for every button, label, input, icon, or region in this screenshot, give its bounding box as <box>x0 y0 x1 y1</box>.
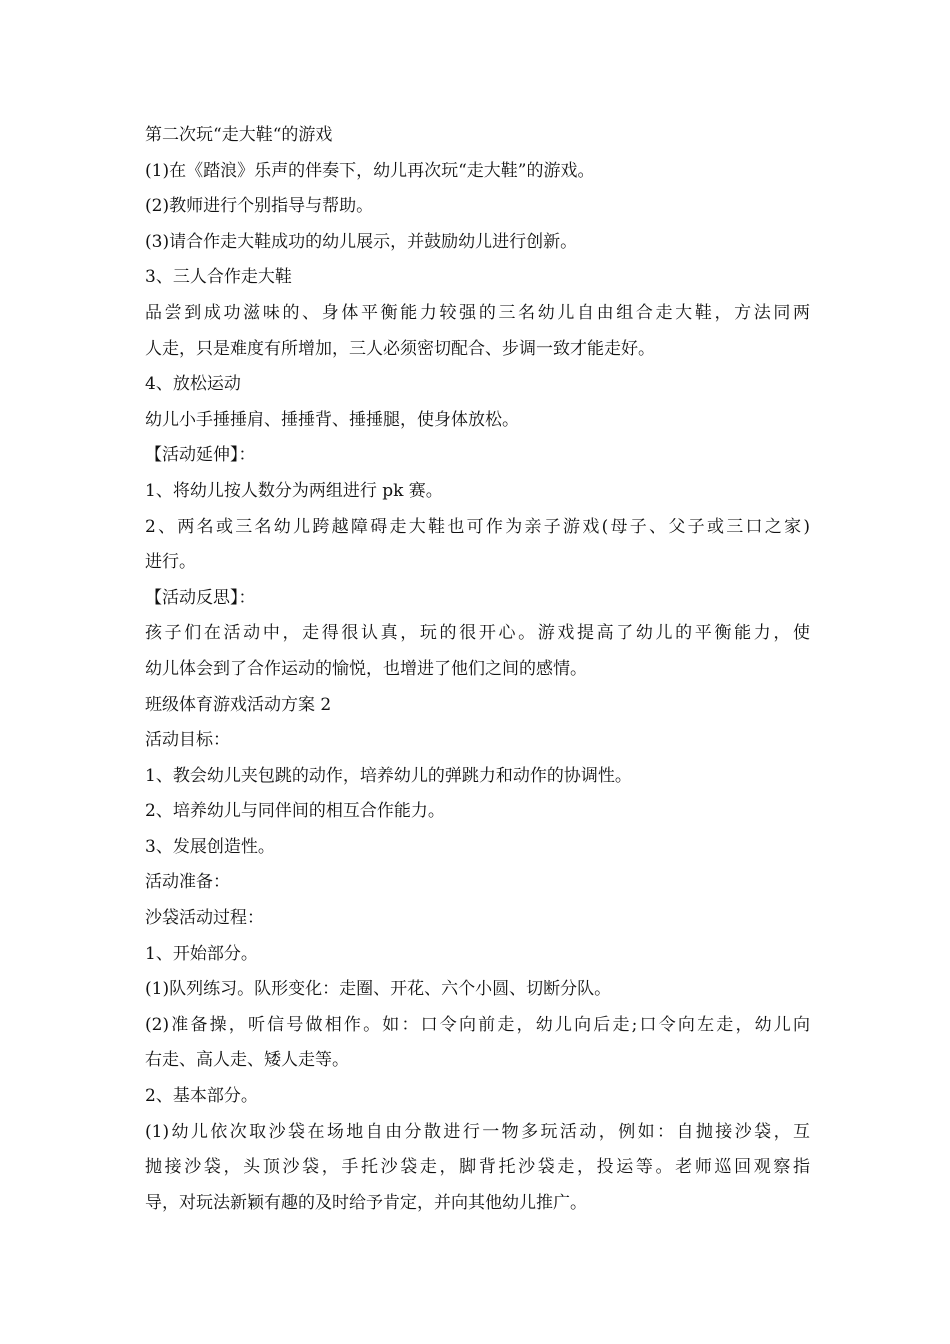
text-line: (2)教师进行个别指导与帮助。 <box>145 196 374 217</box>
text-line: 孩子们在活动中，走得很认真，玩的很开心。游戏提高了幼儿的平衡能力，使 <box>145 623 810 644</box>
text-line: 【活动延伸】： <box>145 445 256 466</box>
text-line: 2、基本部分。 <box>145 1086 258 1107</box>
text-line: 3、发展创造性。 <box>145 836 275 857</box>
text-line: 沙袋活动过程： <box>145 908 264 929</box>
text-line: 1、开始部分。 <box>145 943 258 964</box>
text-line: 品尝到成功滋味的、身体平衡能力较强的三名幼儿自由组合走大鞋，方法同两 <box>145 302 810 323</box>
text-line: 活动目标： <box>145 730 230 751</box>
text-line: (1)幼儿依次取沙袋在场地自由分散进行一物多玩活动，例如：自抛接沙袋，互 <box>145 1121 810 1142</box>
text-line: 1、教会幼儿夹包跳的动作，培养幼儿的弹跳力和动作的协调性。 <box>145 765 632 786</box>
text-line: 2、两名或三名幼儿跨越障碍走大鞋也可作为亲子游戏(母子、父子或三口之家) <box>145 516 810 537</box>
text-line: 进行。 <box>145 552 196 573</box>
text-line: 活动准备： <box>145 872 230 893</box>
text-line: 【活动反思】： <box>145 587 256 608</box>
text-line: (3)请合作走大鞋成功的幼儿展示，并鼓励幼儿进行创新。 <box>145 231 578 252</box>
text-line: (2)准备操，听信号做相作。如：口令向前走，幼儿向后走;口令向左走，幼儿向 <box>145 1014 810 1035</box>
text-line: 班级体育游戏活动方案 2 <box>145 694 332 715</box>
text-line: 4、放松运动 <box>145 374 241 395</box>
text-line: 2、培养幼儿与同伴间的相互合作能力。 <box>145 801 445 822</box>
text-line: 幼儿体会到了合作运动的愉悦，也增进了他们之间的感情。 <box>145 658 587 679</box>
text-line: 1、将幼儿按人数分为两组进行 pk 赛。 <box>145 480 443 501</box>
text-line: 导，对玩法新颖有趣的及时给予肯定，并向其他幼儿推广。 <box>145 1192 587 1213</box>
text-line: 3、三人合作走大鞋 <box>145 267 292 288</box>
text-line: (1)在《踏浪》乐声的伴奏下，幼儿再次玩“走大鞋”的游戏。 <box>145 160 595 181</box>
text-line: 人走，只是难度有所增加，三人必须密切配合、步调一致才能走好。 <box>145 338 655 359</box>
document-body <box>145 118 810 1221</box>
text-line: 幼儿小手捶捶肩、捶捶背、捶捶腿，使身体放松。 <box>145 409 519 430</box>
text-line: 抛接沙袋，头顶沙袋，手托沙袋走，脚背托沙袋走，投运等。老师巡回观察指 <box>145 1157 810 1178</box>
text-line: 右走、高人走、矮人走等。 <box>145 1050 349 1071</box>
text-line: 第二次玩“走大鞋“的游戏 <box>145 125 333 145</box>
text-line: (1)队列练习。队形变化：走圈、开花、六个小圆、切断分队。 <box>145 979 612 1000</box>
